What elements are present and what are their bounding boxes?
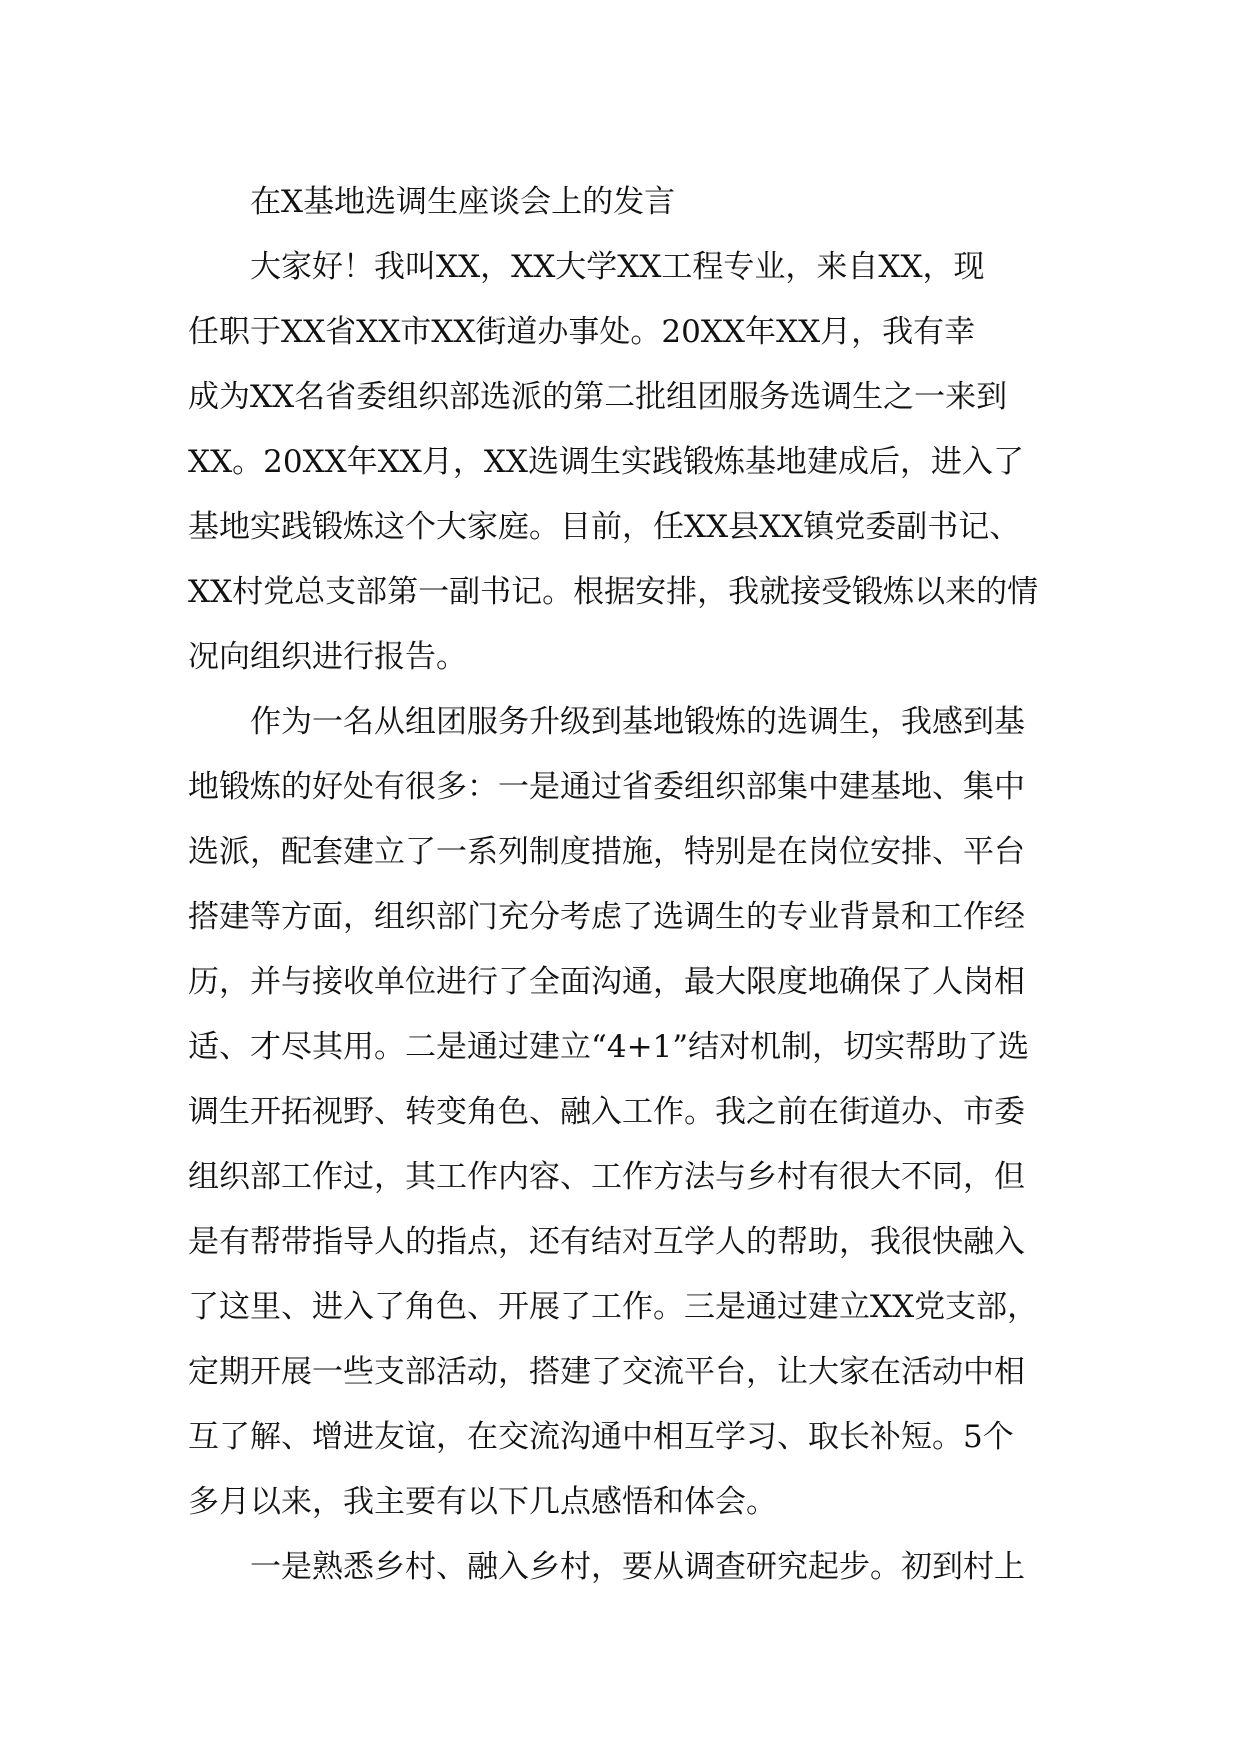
text-line: 大家好！我叫XX，XX大学XX工程专业，来自XX，现 <box>250 249 985 285</box>
text-line: 组织部工作过，其工作内容、工作方法与乡村有很大不同，但 <box>188 1159 1025 1195</box>
document-body <box>188 170 1068 1600</box>
text-line: 一是熟悉乡村、融入乡村，要从调查研究起步。初到村上 <box>250 1549 1025 1585</box>
text-line: 地锻炼的好处有很多：一是通过省委组织部集中建基地、集中 <box>188 769 1025 805</box>
text-line: 况向组织进行报告。 <box>188 639 467 675</box>
text-line: 选派，配套建立了一系列制度措施，特别是在岗位安排、平台 <box>188 834 1025 870</box>
text-line: 适、才尽其用。二是通过建立“4+1”结对机制，切实帮助了选 <box>188 1029 1030 1065</box>
paragraph <box>188 1535 1068 1600</box>
speech-title: 在X基地选调生座谈会上的发言 <box>250 184 676 220</box>
paragraph <box>188 690 1068 1535</box>
text-line: 互了解、增进友谊，在交流沟通中相互学习、取长补短。5个 <box>188 1419 1014 1455</box>
paragraph-container <box>188 235 1068 1600</box>
text-line: 是有帮带指导人的指点，还有结对互学人的帮助，我很快融入 <box>188 1224 1025 1260</box>
text-line: 任职于XX省XX市XX街道办事处。20XX年XX月，我有幸 <box>188 314 976 350</box>
text-line: XX村党总支部第一副书记。根据安排，我就接受锻炼以来的情 <box>188 574 1039 610</box>
text-line: 了这里、进入了角色、开展了工作。三是通过建立XX党支部， <box>188 1289 1039 1325</box>
paragraph <box>188 235 1068 690</box>
text-line: 搭建等方面，组织部门充分考虑了选调生的专业背景和工作经 <box>188 899 1025 935</box>
text-line: 作为一名从组团服务升级到基地锻炼的选调生，我感到基 <box>250 704 1025 740</box>
text-line: 调生开拓视野、转变角色、融入工作。我之前在街道办、市委 <box>188 1094 1025 1130</box>
text-line: 定期开展一些支部活动，搭建了交流平台，让大家在活动中相 <box>188 1354 1025 1390</box>
text-line: 基地实践锻炼这个大家庭。目前，任XX县XX镇党委副书记、 <box>188 509 1021 545</box>
text-line: 历，并与接收单位进行了全面沟通，最大限度地确保了人岗相 <box>188 964 1025 1000</box>
text-line: XX。20XX年XX月，XX选调生实践锻炼基地建成后，进入了 <box>188 444 1024 480</box>
text-line: 成为XX名省委组织部选派的第二批组团服务选调生之一来到 <box>188 379 1008 415</box>
text-line: 多月以来，我主要有以下几点感悟和体会。 <box>188 1484 777 1520</box>
